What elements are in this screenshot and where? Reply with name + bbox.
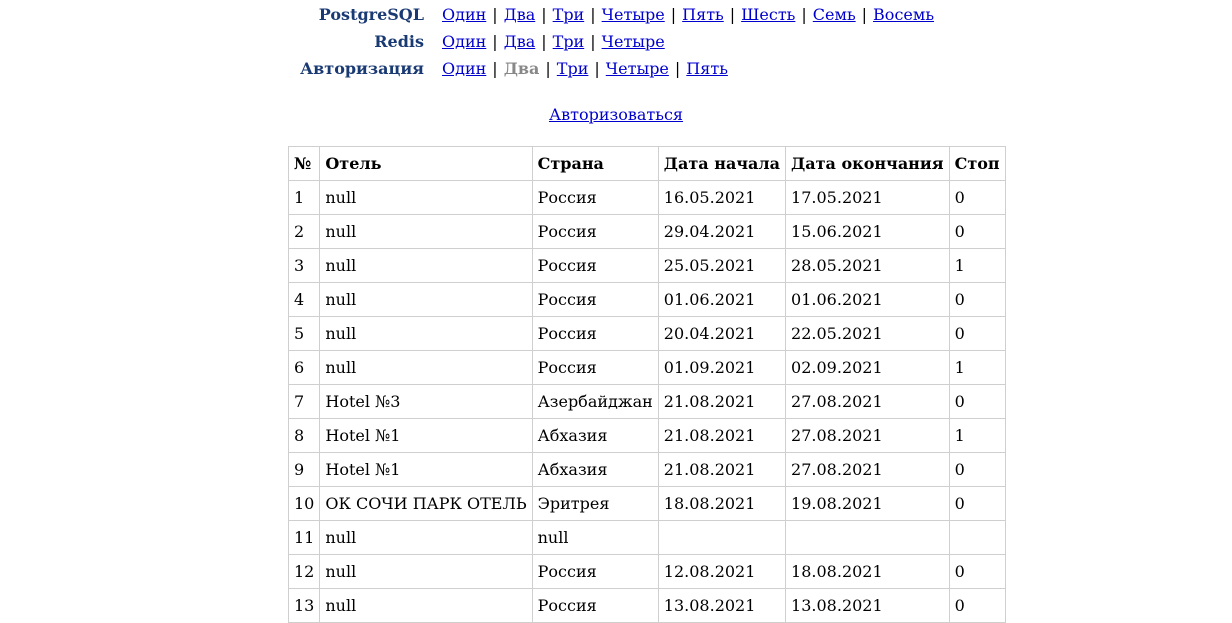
nav-row-postgresql <box>0 4 1232 31</box>
column-header-stop: Стоп <box>949 147 1005 181</box>
table-row <box>289 181 1006 215</box>
nav-links <box>442 58 728 80</box>
nav-separator: | <box>674 59 681 78</box>
nav-link[interactable]: Три <box>556 59 589 78</box>
cell-hotel: null <box>320 215 532 249</box>
table-row <box>289 249 1006 283</box>
cell-stop: 1 <box>949 419 1005 453</box>
nav-separator: | <box>590 32 596 51</box>
cell-country: Абхазия <box>532 419 658 453</box>
cell-country: Россия <box>532 215 658 249</box>
cell-country: Россия <box>532 283 658 317</box>
cell-country: Россия <box>532 555 658 589</box>
cell-number: 12 <box>289 555 320 589</box>
cell-end-date: 01.06.2021 <box>786 283 950 317</box>
nav-separator: | <box>541 5 547 24</box>
column-header-end-date: Дата окончания <box>786 147 950 181</box>
cell-end-date: 28.05.2021 <box>786 249 950 283</box>
cell-start-date: 25.05.2021 <box>658 249 785 283</box>
table-row <box>289 317 1006 351</box>
cell-stop: 0 <box>949 555 1005 589</box>
cell-start-date: 01.09.2021 <box>658 351 785 385</box>
auth-section <box>0 104 1232 126</box>
nav-links <box>442 31 665 53</box>
top-navigation <box>0 4 1232 85</box>
cell-hotel: null <box>320 249 532 283</box>
nav-separator: | <box>492 32 498 51</box>
bookings-table <box>288 146 1006 623</box>
cell-stop: 0 <box>949 487 1005 521</box>
cell-end-date <box>786 521 950 555</box>
cell-start-date: 29.04.2021 <box>658 215 785 249</box>
cell-end-date: 02.09.2021 <box>786 351 950 385</box>
table-row <box>289 283 1006 317</box>
cell-start-date: 12.08.2021 <box>658 555 785 589</box>
cell-country: null <box>532 521 658 555</box>
cell-hotel: null <box>320 283 532 317</box>
column-header-country: Страна <box>532 147 658 181</box>
cell-start-date <box>658 521 785 555</box>
nav-link[interactable]: Четыре <box>601 32 665 51</box>
cell-stop: 0 <box>949 453 1005 487</box>
cell-country: Азербайджан <box>532 385 658 419</box>
table-row <box>289 351 1006 385</box>
nav-separator: | <box>541 32 547 51</box>
authorize-link[interactable]: Авторизоваться <box>548 105 684 124</box>
nav-section-label: Redis <box>374 32 424 51</box>
nav-separator: | <box>492 59 498 78</box>
nav-link-current: Два <box>503 59 540 78</box>
cell-end-date: 27.08.2021 <box>786 453 950 487</box>
cell-start-date: 21.08.2021 <box>658 385 785 419</box>
cell-hotel: null <box>320 521 532 555</box>
cell-hotel: null <box>320 589 532 623</box>
cell-country: Россия <box>532 249 658 283</box>
cell-country: Россия <box>532 351 658 385</box>
cell-end-date: 15.06.2021 <box>786 215 950 249</box>
table-row <box>289 555 1006 589</box>
cell-stop: 0 <box>949 317 1005 351</box>
nav-link[interactable]: Шесть <box>741 5 796 24</box>
nav-section-label: PostgreSQL <box>318 5 424 24</box>
table-row <box>289 215 1006 249</box>
cell-number: 10 <box>289 487 320 521</box>
nav-section-label: Авторизация <box>300 59 424 78</box>
cell-hotel: Hotel №3 <box>320 385 532 419</box>
cell-country: Эритрея <box>532 487 658 521</box>
nav-separator: | <box>594 59 600 78</box>
nav-separator: | <box>801 5 807 24</box>
cell-hotel: null <box>320 351 532 385</box>
cell-hotel: null <box>320 317 532 351</box>
cell-stop: 0 <box>949 385 1005 419</box>
nav-separator: | <box>729 5 736 24</box>
nav-link[interactable]: Два <box>503 32 536 51</box>
nav-link[interactable]: Пять <box>686 59 728 78</box>
cell-start-date: 21.08.2021 <box>658 419 785 453</box>
nav-separator: | <box>670 5 677 24</box>
table-row <box>289 453 1006 487</box>
cell-hotel: null <box>320 181 532 215</box>
table-row <box>289 589 1006 623</box>
cell-number: 3 <box>289 249 320 283</box>
table-row <box>289 419 1006 453</box>
column-header-start-date: Дата начала <box>658 147 785 181</box>
nav-separator: | <box>545 59 551 78</box>
nav-separator: | <box>590 5 596 24</box>
nav-link[interactable]: Четыре <box>601 5 665 24</box>
cell-stop: 1 <box>949 249 1005 283</box>
nav-link[interactable]: Один <box>442 32 487 51</box>
cell-end-date: 27.08.2021 <box>786 419 950 453</box>
table-header-row <box>289 147 1006 181</box>
nav-separator: | <box>861 5 868 24</box>
nav-separator: | <box>492 5 498 24</box>
cell-end-date: 13.08.2021 <box>786 589 950 623</box>
cell-stop: 0 <box>949 181 1005 215</box>
cell-number: 13 <box>289 589 320 623</box>
cell-number: 1 <box>289 181 320 215</box>
nav-link[interactable]: Семь <box>812 5 856 24</box>
cell-start-date: 16.05.2021 <box>658 181 785 215</box>
cell-end-date: 19.08.2021 <box>786 487 950 521</box>
nav-link[interactable]: Один <box>442 59 487 78</box>
cell-number: 4 <box>289 283 320 317</box>
cell-hotel: Hotel №1 <box>320 419 532 453</box>
nav-row-authorization <box>0 58 1232 85</box>
cell-end-date: 17.05.2021 <box>786 181 950 215</box>
cell-hotel: null <box>320 555 532 589</box>
cell-hotel: Hotel №1 <box>320 453 532 487</box>
nav-row-redis <box>0 31 1232 58</box>
table-row <box>289 385 1006 419</box>
cell-hotel: ОК СОЧИ ПАРК ОТЕЛЬ <box>320 487 532 521</box>
table-body <box>289 181 1006 623</box>
cell-start-date: 20.04.2021 <box>658 317 785 351</box>
nav-link[interactable]: Пять <box>682 5 724 24</box>
cell-stop: 0 <box>949 283 1005 317</box>
nav-link[interactable]: Восемь <box>873 5 935 24</box>
cell-number: 5 <box>289 317 320 351</box>
cell-number: 9 <box>289 453 320 487</box>
nav-links <box>442 4 934 26</box>
cell-number: 11 <box>289 521 320 555</box>
cell-start-date: 01.06.2021 <box>658 283 785 317</box>
nav-link[interactable]: Два <box>503 5 536 24</box>
cell-start-date: 21.08.2021 <box>658 453 785 487</box>
cell-stop <box>949 521 1005 555</box>
cell-stop: 1 <box>949 351 1005 385</box>
column-header-hotel: Отель <box>320 147 532 181</box>
table-row <box>289 487 1006 521</box>
cell-country: Россия <box>532 317 658 351</box>
cell-start-date: 13.08.2021 <box>658 589 785 623</box>
cell-end-date: 18.08.2021 <box>786 555 950 589</box>
cell-end-date: 27.08.2021 <box>786 385 950 419</box>
cell-number: 2 <box>289 215 320 249</box>
cell-end-date: 22.05.2021 <box>786 317 950 351</box>
cell-country: Россия <box>532 589 658 623</box>
cell-start-date: 18.08.2021 <box>658 487 785 521</box>
nav-link[interactable]: Три <box>552 32 585 51</box>
cell-stop: 0 <box>949 215 1005 249</box>
cell-number: 8 <box>289 419 320 453</box>
nav-link[interactable]: Один <box>442 5 487 24</box>
nav-link[interactable]: Четыре <box>605 59 669 78</box>
cell-number: 6 <box>289 351 320 385</box>
cell-country: Россия <box>532 181 658 215</box>
column-header-number: № <box>289 147 320 181</box>
nav-link[interactable]: Три <box>552 5 585 24</box>
cell-country: Абхазия <box>532 453 658 487</box>
table-row <box>289 521 1006 555</box>
cell-stop: 0 <box>949 589 1005 623</box>
cell-number: 7 <box>289 385 320 419</box>
